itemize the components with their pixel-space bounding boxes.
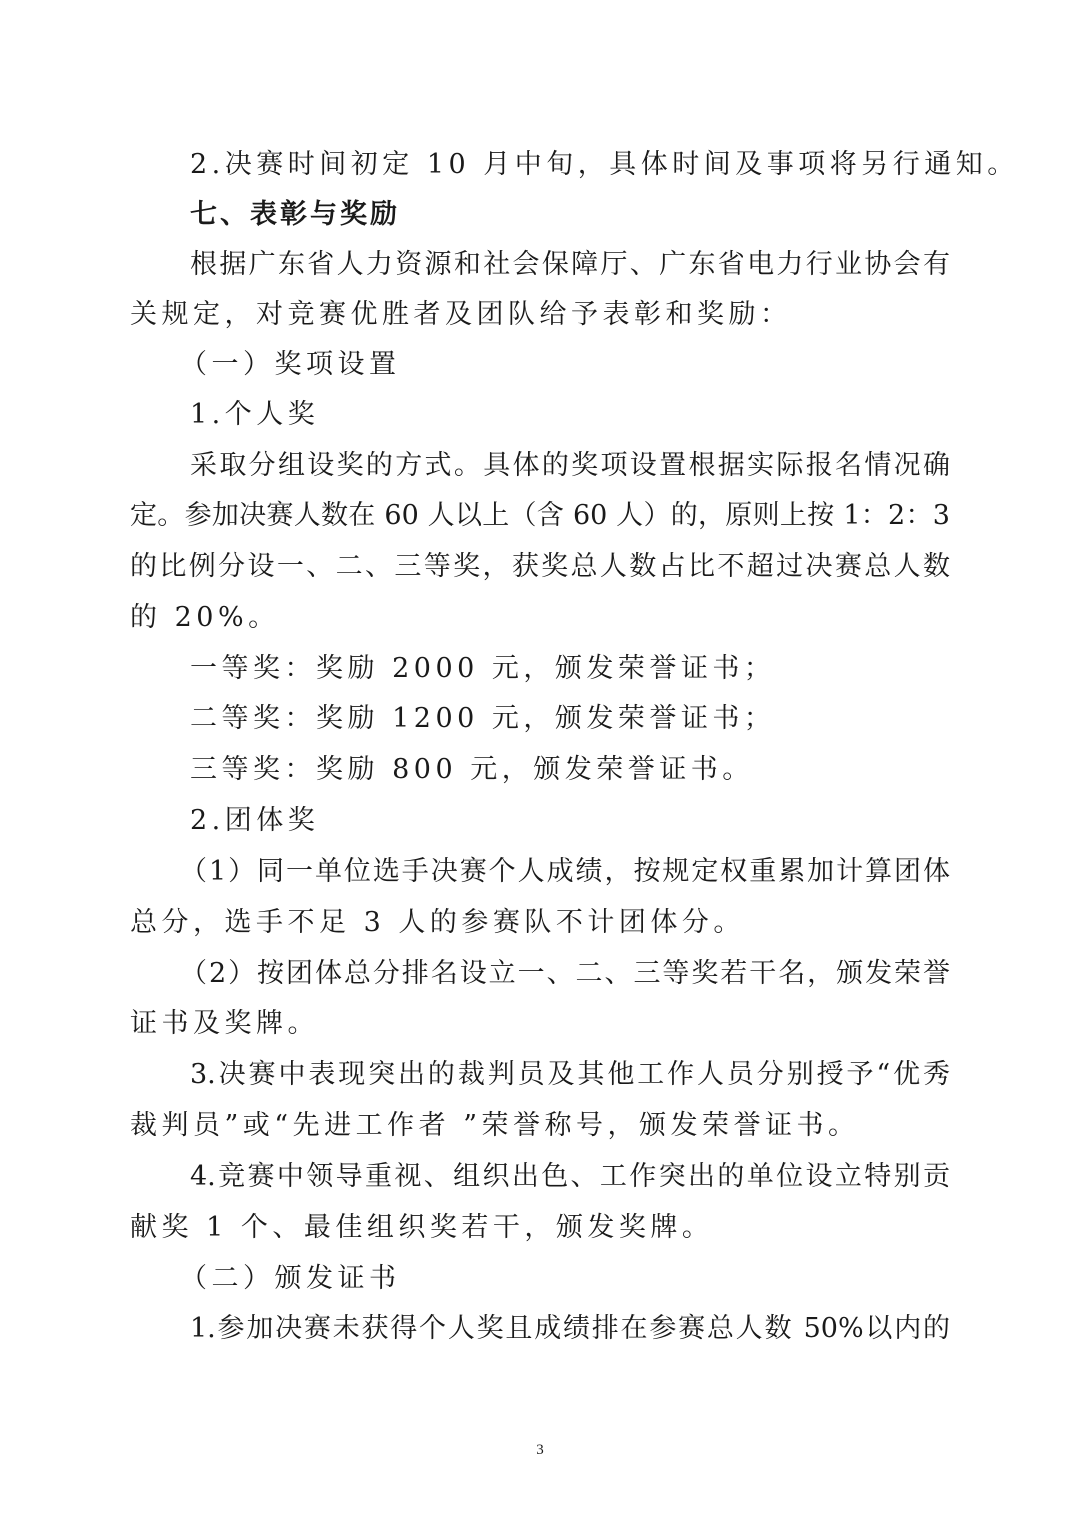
team-rule-2-line1: （2）按团体总分排名设立一、二、三等奖若干名，颁发荣誉 xyxy=(180,958,950,989)
team-rule-1-line1: （1）同一单位选手决赛个人成绩，按规定权重累加计算团体 xyxy=(180,856,950,887)
paragraph-final-time: 2.决赛时间初定 10 月中旬，具体时间及事项将另行通知。 xyxy=(190,149,1019,180)
subheading-award-settings: （一）奖项设置 xyxy=(180,349,401,380)
third-prize-line: 三等奖：奖励 800 元，颁发荣誉证书。 xyxy=(190,754,754,785)
item-4-line2: 献奖 1 个、最佳组织奖若干，颁发奖牌。 xyxy=(130,1212,714,1243)
subheading-team-award: 2.团体奖 xyxy=(190,805,320,836)
paragraph-basis-line2: 关规定，对竞赛优胜者及团队给予表彰和奖励： xyxy=(130,299,792,330)
paragraph-grouping-line4: 的 20%。 xyxy=(130,602,280,633)
paragraph-basis-line1: 根据广东省人力资源和社会保障厅、广东省电力行业协会有 xyxy=(190,249,950,280)
paragraph-grouping-line1: 采取分组设奖的方式。具体的奖项设置根据实际报名情况确 xyxy=(190,450,950,481)
team-rule-2-line2: 证书及奖牌。 xyxy=(130,1008,319,1039)
first-prize-line: 一等奖：奖励 2000 元，颁发荣誉证书； xyxy=(190,653,776,684)
item-3-line1: 3.决赛中表现突出的裁判员及其他工作人员分别授予“优秀 xyxy=(190,1059,950,1090)
subheading-certificates: （二）颁发证书 xyxy=(180,1263,401,1294)
paragraph-grouping-line3: 的比例分设一、二、三等奖，获奖总人数占比不超过决赛总人数 xyxy=(130,551,950,582)
section-heading-awards: 七、表彰与奖励 xyxy=(190,199,400,230)
second-prize-line: 二等奖：奖励 1200 元，颁发荣誉证书； xyxy=(190,703,776,734)
item-3-line2: 裁判员”或“先进工作者 ”荣誉称号，颁发荣誉证书。 xyxy=(130,1110,860,1141)
team-rule-1-line2: 总分，选手不足 3 人的参赛队不计团体分。 xyxy=(130,907,745,938)
paragraph-grouping-line2: 定。参加决赛人数在 60 人以上（含 60 人）的，原则上按 1：2：3 xyxy=(130,500,950,531)
subheading-individual-award: 1.个人奖 xyxy=(190,399,320,430)
certificate-item-1-line1: 1.参加决赛未获得个人奖且成绩排在参赛总人数 50%以内的 xyxy=(190,1313,950,1344)
item-4-line1: 4.竞赛中领导重视、组织出色、工作突出的单位设立特别贡 xyxy=(190,1161,950,1192)
page-number: 3 xyxy=(536,1442,544,1458)
